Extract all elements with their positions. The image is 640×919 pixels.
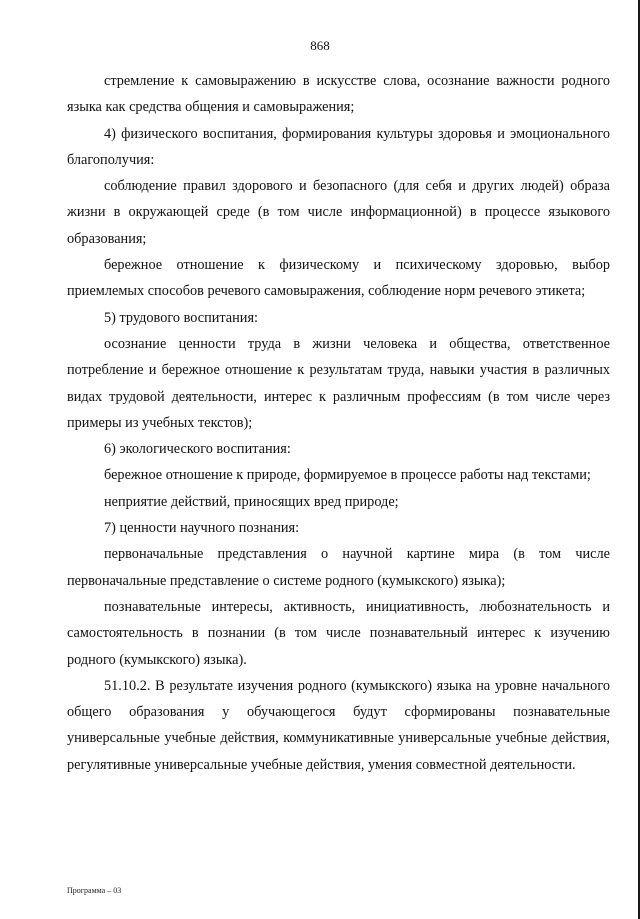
- paragraph-5: 5) трудового воспитания:: [104, 309, 258, 326]
- paragraph-1: стремление к самовыражению в искусстве слова, осознание важности родного языка как средства общения и самовыражения;: [67, 73, 610, 116]
- document-body: [67, 68, 610, 778]
- paragraph-6: осознание ценности труда в жизни человека и общества, ответственное потребление и бережное отношение к результатам труда, навыки участия в различных видах трудовой деятельности, интерес к различным профессиям (в том числе через примеры из учебных текстов);: [67, 335, 610, 431]
- paragraph-9: неприятие действий, приносящих вред природе;: [104, 493, 399, 510]
- page-footer: Программа – 03: [67, 886, 122, 895]
- paragraph-13: 51.10.2. В результате изучения родного (кумыкского) языка на уровне начального общего образования у обучающегося будут сформированы познавательные универсальные учебные действия, коммуникативные универсальные учебные действия, регулятивные универсальные учебные действия, умения совместной деятельности.: [67, 677, 610, 773]
- paragraph-8: бережное отношение к природе, формируемое в процессе работы над текстами;: [104, 467, 591, 484]
- paragraph-12: познавательные интересы, активность, инициативность, любознательность и самостоятельность в познании (в том числе познавательный интерес к изучению родного (кумыкского) языка).: [67, 598, 610, 668]
- page-number: 868: [310, 38, 330, 53]
- paragraph-7: 6) экологического воспитания:: [104, 441, 291, 458]
- paragraph-3: соблюдение правил здорового и безопасного (для себя и других людей) образа жизни в окружающей среде (в том числе информационной) в процессе языкового образования;: [67, 178, 610, 247]
- paragraph-2: 4) физического воспитания, формирования культуры здоровья и эмоционального благополучия:: [67, 125, 610, 168]
- paragraph-11: первоначальные представления о научной картине мира (в том числе первоначальные представление о системе родного (кумыкского) языка);: [67, 546, 610, 589]
- paragraph-10: 7) ценности научного познания:: [104, 520, 300, 537]
- paragraph-4: бережное отношение к физическому и психическому здоровью, выбор приемлемых способов речевого самовыражения, соблюдение норм речевого этикета;: [67, 257, 610, 300]
